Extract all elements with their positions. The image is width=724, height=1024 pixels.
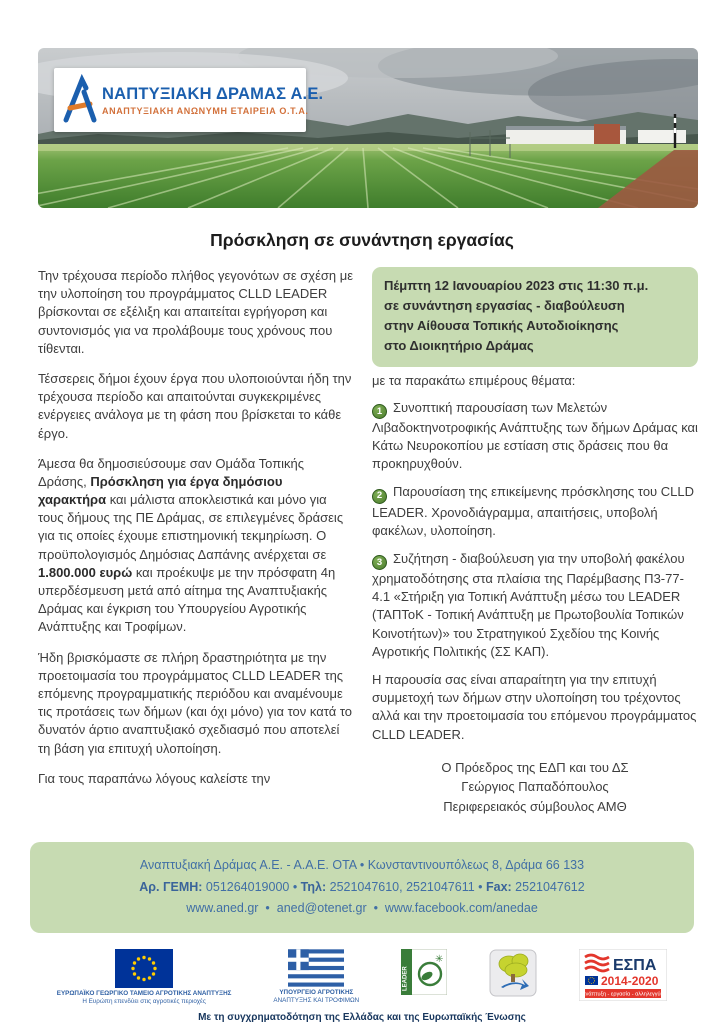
company-logo-icon (60, 72, 100, 128)
tel-value: 2521047610, 2521047611 • (326, 879, 486, 894)
fax-label: Fax: (486, 879, 512, 894)
paragraph-3-text: και προέκυψε με την πρόσφατη 4η υπερδέσμευση μετά από αίτημα της Αναπτυξιακής Δράμας και έγκριση του Υπουργείου Αγροτικής Ανάπτυξης και Τροφίμων. (38, 564, 336, 635)
signature-block (372, 758, 698, 817)
paragraph-5: Για τους παραπάνω λόγους καλείστε την (38, 770, 271, 786)
meeting-type: σε συνάντηση εργασίας - διαβούλευση (384, 298, 625, 314)
bullet-separator: • (373, 901, 378, 916)
espa-logo-icon (579, 949, 667, 1001)
budget-amount: 1.800.000 ευρώ (38, 564, 133, 580)
topic-3-text: Συζήτηση - διαβούλευση για την υποβολή φακέλου χρηματοδότησης στα πλαίσια της Παρέμβασης Π3-77-4.1 «Στήριξη για Τοπική Ανάπτυξη μέσω του LEADER (ΤΑΠΤοΚ - Τοπική Ανάπτυξη με Πρωτοβουλία Τοπικών Κοινοτήτων)» του Στρατηγικού Σχεδίου της Κοινής Αγροτικής Πολιτικής (ΣΣ ΚΑΠ). (372, 550, 685, 659)
company-subtitle: ΑΝΑΠΤΥΞΙΑΚΗ ΑΝΩΝΥΜΗ ΕΤΑΙΡΕΙΑ Ο.Τ.Α. (102, 105, 309, 116)
cofinance-caption: Με τη συγχρηματοδότηση της Ελλάδας και της Ευρωπαϊκής Ένωσης (198, 1011, 526, 1023)
page-title: Πρόσκληση σε συνάντηση εργασίας (210, 230, 514, 250)
svg-text:✳: ✳ (435, 953, 444, 965)
eu-logo-caption (57, 990, 232, 1006)
ministry-logo-block (273, 949, 359, 1005)
espa-years: 2014-2020 (601, 973, 659, 988)
document-body (38, 267, 698, 816)
eu-caption-line1: ΕΥΡΩΠΑΪΚΟ ΓΕΩΡΓΙΚΟ ΤΑΜΕΙΟ ΑΓΡΟΤΙΚΗΣ ΑΝΑΠΤΥΞΗΣ (56, 989, 232, 997)
footer-links-line (50, 898, 674, 920)
footer-phone-line (50, 877, 674, 899)
paragraph-4: Ήδη βρισκόμαστε σε πλήρη δραστηριότητα με την προετοιμασία του προγράμματος CLLD LEADER της επόμενης προγραμματικής περιόδου και αναμένουμε τις προτάσεις των δήμων (και όχι μόνο) για τον κατά το δυνατόν άρτιο αναπτυξιακό σχεδιασμό που αποτελεί τη βάση για επιτυχή υλοποίηση. (38, 649, 352, 756)
eu-flag-icon (115, 949, 173, 988)
funding-logos-row (0, 949, 724, 1006)
topics-lead: με τα παρακάτω επιμέρους θέματα: (372, 372, 576, 388)
email-link[interactable]: aned@otenet.gr (276, 901, 367, 916)
topic-item-3 (372, 550, 698, 661)
espa-tagline: ανάπτυξη - εργασία - αλληλεγγύη (582, 991, 664, 998)
leader-logo-icon (401, 949, 447, 995)
paragraph-3-text: Άμεσα θα δημοσιεύσουμε σαν Ομάδα Τοπικής Δράσης, (38, 455, 305, 489)
facebook-link[interactable]: www.facebook.com/anedae (384, 901, 538, 916)
topic-1-text: Συνοπτική παρουσίαση των Μελετών Λιβαδοκτηνοτροφικής Ανάπτυξης των δήμων Δράμας και Κάτω Νευροκοπίου με εστίαση στις δράσεις που θα προκηρυχθούν. (372, 399, 698, 472)
bullet-separator: • (265, 901, 270, 916)
espa-text: ΕΣΠΑ (613, 956, 657, 974)
right-column (372, 267, 698, 816)
signature-role: Ο Πρόεδρος της ΕΔΠ και του ΔΣ (441, 759, 629, 775)
signature-title: Περιφερειακός σύμβουλος ΑΜΘ (443, 798, 627, 814)
ministry-caption-line2: ΑΝΑΠΤΥΞΗΣ ΚΑΙ ΤΡΟΦΙΜΩΝ (273, 996, 360, 1004)
meeting-info-box (372, 267, 698, 367)
gemi-label: Αρ. ΓΕΜΗ: (139, 879, 203, 894)
number-3-icon: 3 (372, 555, 387, 570)
meeting-datetime: Πέμπτη 12 Ιανουαρίου 2023 στις 11:30 π.μ. (384, 278, 649, 293)
paragraph-2: Τέσσερεις δήμοι έχουν έργα που υλοποιούνται ήδη την τρέχουσα περίοδο και απαιτούνται συγκεκριμένες ενέργειες ανάλογα με τη φάση που βρίσκεται το κάθε έργο. (38, 370, 352, 441)
greek-flag-icon (288, 949, 344, 987)
eu-caption-line2: Η Ευρώπη επενδύει στις αγροτικές περιοχές (82, 997, 206, 1005)
meeting-building: στο Διοικητήριο Δράμας (384, 338, 534, 354)
website-link[interactable]: www.aned.gr (186, 901, 259, 916)
gemi-value: 051264019000 • (202, 879, 301, 894)
svg-text:LEADER: LEADER (402, 966, 409, 991)
paragraph-3-bold-phrase: Πρόσκληση για έργα δημόσιου χαρακτήρα (38, 473, 283, 508)
number-2-icon: 2 (372, 489, 387, 504)
topic-item-2 (372, 483, 698, 540)
leader-logo-block (401, 949, 447, 995)
footer-address-line: Αναπτυξιακή Δράμας Α.Ε. - Α.Α.Ε. ΟΤΑ • Κωνσταντινουπόλεως 8, Δράμα 66 133 (139, 858, 585, 873)
topic-item-1 (372, 399, 698, 474)
closing-paragraph: Η παρουσία σας είναι απαραίτητη για την επιτυχή συμμετοχή των δήμων στην υλοποίηση του τρέχοντος αλλά και την προετοιμασία του επόμενου προγράμματος CLLD LEADER. (372, 672, 697, 742)
footer-contact-box (30, 842, 694, 933)
company-logo (54, 68, 324, 132)
signature-name: Γεώργιος Παπαδόπουλος (461, 779, 609, 795)
paragraph-1: Την τρέχουσα περίοδο πλήθος γεγονότων σε σχέση με την υλοποίηση του προγράμματος CLLD LEADER βρίσκονται σε εξέλιξη και απαιτείται εγρήγορση και συντονισμός για να προλάβουμε τους χρόνους που τίθενται. (38, 268, 354, 356)
eu-logo-block (57, 949, 232, 1006)
header-photo (38, 48, 698, 208)
number-1-icon: 1 (372, 404, 387, 419)
meeting-room: στην Αίθουσα Τοπικής Αυτοδιοίκησης (384, 318, 619, 334)
clld-logo-block (489, 949, 537, 997)
paragraph-3-text: και μάλιστα αποκλειστικά και μόνο για τους δήμους της ΠΕ Δράμας, σε επιλεγμένες δράσεις για τις οποίες έχουμε επιστημονική τεκμηρίωση. Ο προϋπολογισμός Δημόσιας Δαπάνης ανέρχεται σε (38, 492, 344, 562)
tel-label: Τηλ: (300, 879, 327, 894)
ministry-caption-line1: ΥΠΟΥΡΓΕΙΟ ΑΓΡΟΤΙΚΗΣ (279, 988, 354, 996)
paragraph-3 (38, 455, 354, 637)
fax-value: 2521047612 (511, 879, 585, 894)
topic-2-text: Παρουσίαση της επικείμενης πρόσκλησης του CLLD LEADER. Χρονοδιάγραμμα, απαιτήσεις, υποβολή φακέλων, υλοποίηση. (372, 484, 695, 538)
company-name: ΝΑΠΤΥΞΙΑΚΗ ΔΡΑΜΑΣ Α.Ε. (102, 84, 324, 103)
left-column (38, 267, 354, 816)
ministry-logo-caption (273, 989, 359, 1005)
clld-taptok-logo-icon (489, 949, 537, 997)
espa-logo-block (579, 949, 667, 1001)
